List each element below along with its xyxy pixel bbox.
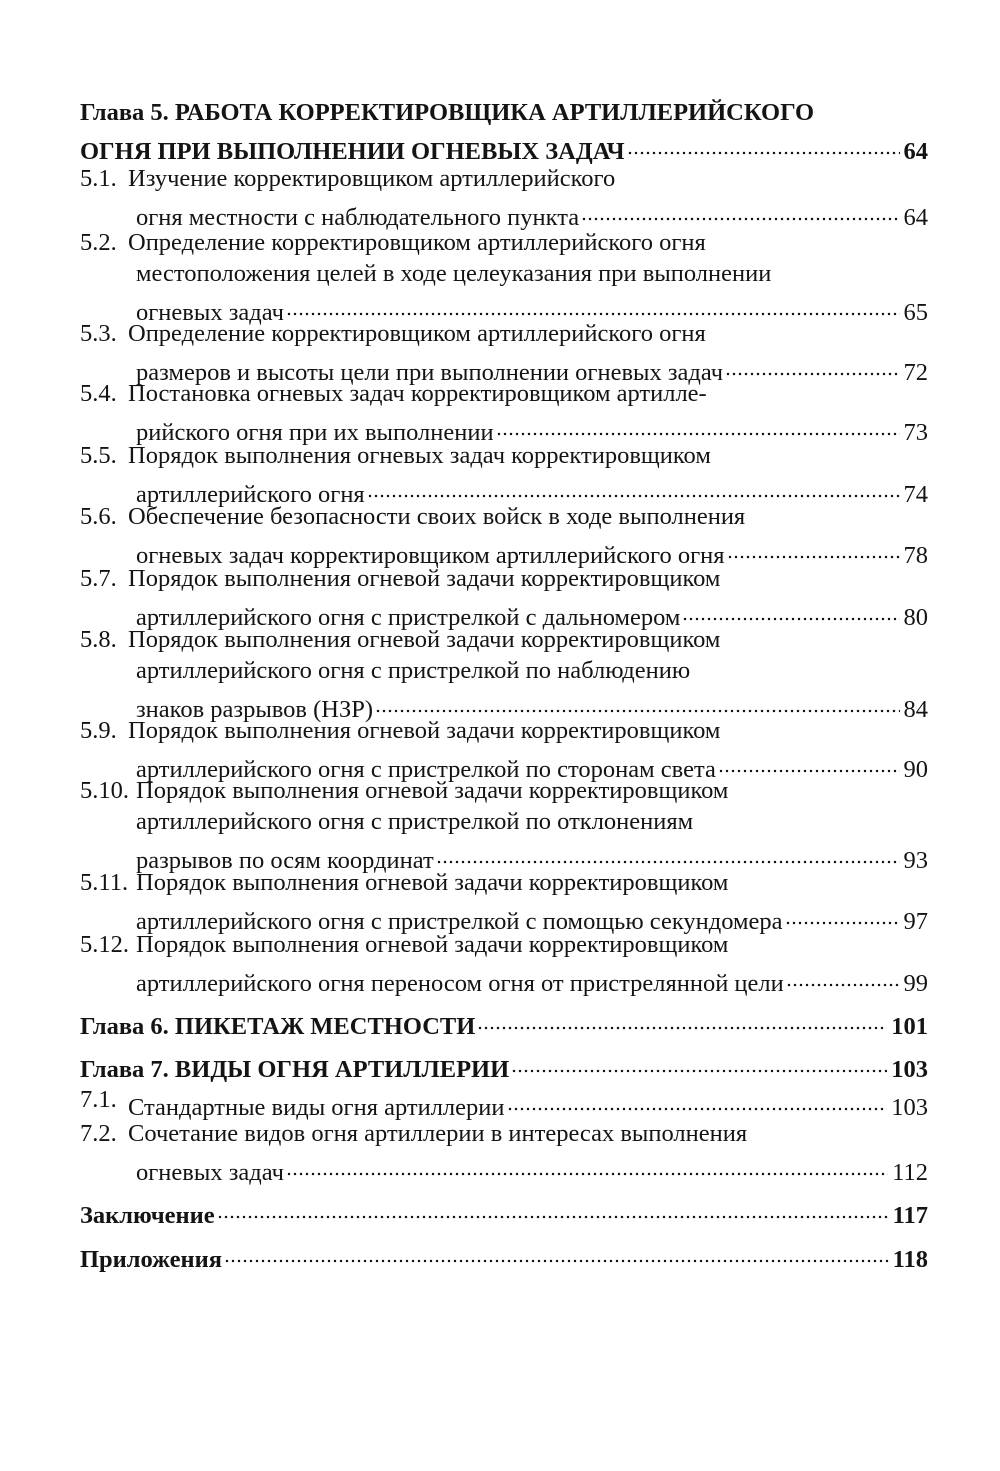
toc-entry-title: Глава 5. РАБОТА КОРРЕКТИРОВЩИКА АРТИЛЛЕРИЙСКОГО bbox=[80, 99, 815, 126]
section-number: 5.1. bbox=[80, 165, 117, 192]
section-number: 5.3. bbox=[80, 320, 117, 347]
toc-entry-title: Заключение bbox=[80, 1202, 215, 1229]
section-number: 5.11. bbox=[80, 869, 129, 896]
toc-entry bbox=[80, 775, 928, 874]
toc-entry-line bbox=[80, 1084, 928, 1121]
toc-entry-title: ОГНЯ ПРИ ВЫПОЛНЕНИИ ОГНЕВЫХ ЗАДАЧ bbox=[80, 138, 625, 165]
page-number: 112 bbox=[892, 1159, 928, 1186]
toc-entry-line bbox=[80, 624, 928, 655]
page-number: 65 bbox=[903, 299, 928, 326]
toc-entry-title: артиллерийского огня bbox=[136, 481, 365, 508]
toc-entry bbox=[80, 318, 928, 386]
toc-entry bbox=[80, 1046, 928, 1083]
toc-entry-line bbox=[80, 471, 928, 508]
section-number: 7.2. bbox=[80, 1120, 117, 1147]
toc-entry-line bbox=[80, 594, 928, 631]
dot-leader bbox=[581, 194, 899, 225]
toc-entry-title: разрывов по осям координат bbox=[136, 847, 434, 874]
toc-entry-line bbox=[80, 227, 928, 258]
page-number: 78 bbox=[903, 542, 928, 569]
section-number: 5.5. bbox=[80, 442, 117, 469]
toc-entry-line bbox=[80, 163, 928, 194]
page-number: 73 bbox=[903, 419, 928, 446]
page-number: 101 bbox=[891, 1013, 928, 1040]
dot-leader bbox=[786, 960, 900, 991]
toc-entry-line bbox=[80, 440, 928, 471]
toc-entry-line bbox=[80, 775, 928, 806]
toc-entry-title: Сочетание видов огня артиллерии в интересах выполнения bbox=[128, 1120, 748, 1147]
toc-entry-line bbox=[80, 128, 928, 165]
toc-entry-line bbox=[80, 1149, 928, 1186]
toc-entry-line bbox=[80, 258, 928, 289]
toc-entry-title: артиллерийского огня с пристрелкой по сторонам света bbox=[136, 756, 716, 783]
toc-entry bbox=[80, 624, 928, 723]
dot-leader bbox=[507, 1084, 888, 1115]
dot-leader bbox=[718, 746, 900, 777]
toc-entry-title: артиллерийского огня с пристрелкой по наблюдению bbox=[136, 657, 691, 684]
page-number: 103 bbox=[891, 1056, 928, 1083]
section-number: 5.9. bbox=[80, 717, 117, 744]
dot-leader bbox=[224, 1236, 889, 1267]
toc-entry-line bbox=[80, 715, 928, 746]
toc-entry bbox=[80, 1192, 928, 1229]
dot-leader bbox=[511, 1046, 887, 1077]
toc-entry-title: Постановка огневых задач корректировщиком артилле- bbox=[128, 380, 707, 407]
toc-entry-title: огневых задач bbox=[136, 1159, 284, 1186]
dot-leader bbox=[725, 349, 899, 380]
page-number: 72 bbox=[903, 359, 928, 386]
page-number: 118 bbox=[892, 1246, 928, 1273]
toc-entry-title: Порядок выполнения огневой задачи корректировщиком bbox=[136, 777, 729, 804]
dot-leader bbox=[785, 898, 900, 929]
section-number: 5.7. bbox=[80, 565, 117, 592]
toc-entry-line bbox=[80, 501, 928, 532]
toc-entry-line bbox=[80, 898, 928, 935]
toc-entry-title: артиллерийского огня с пристрелкой с дальномером bbox=[136, 604, 681, 631]
dot-leader bbox=[286, 289, 900, 320]
toc-entry-title: Обеспечение безопасности своих войск в ходе выполнения bbox=[128, 503, 746, 530]
section-number: 5.2. bbox=[80, 229, 117, 256]
toc-entry-title: артиллерийского огня с пристрелкой по отклонениям bbox=[136, 808, 694, 835]
toc-entry-title: огневых задач корректировщиком артиллерийского огня bbox=[136, 542, 725, 569]
page-number: 117 bbox=[892, 1202, 928, 1229]
toc-entry-line bbox=[80, 929, 928, 960]
dot-leader bbox=[477, 1003, 887, 1034]
page-number: 74 bbox=[903, 481, 928, 508]
page-number: 84 bbox=[903, 696, 928, 723]
toc-entry-title: знаков разрывов (НЗР) bbox=[136, 696, 374, 723]
toc-entry-title: Порядок выполнения огневой задачи корректировщиком bbox=[128, 626, 721, 653]
toc-entry-line bbox=[80, 867, 928, 898]
dot-leader bbox=[496, 409, 900, 440]
section-number: 5.6. bbox=[80, 503, 117, 530]
toc-entry-line bbox=[80, 378, 928, 409]
toc-entry-line bbox=[80, 1003, 928, 1040]
toc-entry-title: Определение корректировщиком артиллерийского огня bbox=[128, 229, 706, 256]
toc-entry-line bbox=[80, 349, 928, 386]
toc-entry-title: Приложения bbox=[80, 1246, 222, 1273]
dot-leader bbox=[627, 128, 900, 159]
toc-entry-line bbox=[80, 1236, 928, 1273]
toc-entry bbox=[80, 1084, 928, 1121]
toc-entry-line bbox=[80, 686, 928, 723]
page-number: 93 bbox=[903, 847, 928, 874]
toc-entry bbox=[80, 929, 928, 997]
page-number: 99 bbox=[903, 970, 928, 997]
toc-entry-title: Порядок выполнения огневой задачи корректировщиком bbox=[136, 869, 729, 896]
section-number: 7.1. bbox=[80, 1086, 117, 1113]
dot-leader bbox=[436, 837, 900, 868]
toc-entry-line bbox=[80, 1118, 928, 1149]
page-number: 90 bbox=[903, 756, 928, 783]
toc-entry-title: Порядок выполнения огневой задачи корректировщиком bbox=[136, 931, 729, 958]
page-number: 103 bbox=[891, 1094, 928, 1121]
toc-entry bbox=[80, 1236, 928, 1273]
toc-entry-line bbox=[80, 318, 928, 349]
toc-entry bbox=[80, 227, 928, 326]
section-number: 5.10. bbox=[80, 777, 129, 804]
toc-entry-line bbox=[80, 806, 928, 837]
page-number: 64 bbox=[903, 204, 928, 231]
toc-entry bbox=[80, 1118, 928, 1186]
toc-entry bbox=[80, 501, 928, 569]
toc-entry-line bbox=[80, 1046, 928, 1083]
toc-entry bbox=[80, 563, 928, 631]
toc-entry bbox=[80, 715, 928, 783]
toc-entry-title: огневых задач bbox=[136, 299, 284, 326]
dot-leader bbox=[375, 686, 899, 717]
dot-leader bbox=[682, 594, 899, 625]
dot-leader bbox=[727, 532, 900, 563]
toc-entry-line bbox=[80, 563, 928, 594]
toc-entry bbox=[80, 1003, 928, 1040]
toc-entry bbox=[80, 378, 928, 446]
page-number: 64 bbox=[903, 138, 928, 165]
toc-entry-line bbox=[80, 655, 928, 686]
toc-entry bbox=[80, 163, 928, 231]
page-number: 97 bbox=[903, 908, 928, 935]
section-number: 5.12. bbox=[80, 931, 129, 958]
toc-entry-title: Изучение корректировщиком артиллерийского bbox=[128, 165, 616, 192]
toc-entry-title: Глава 7. ВИДЫ ОГНЯ АРТИЛЛЕРИИ bbox=[80, 1056, 510, 1083]
toc-entry-title: огня местности с наблюдательного пункта bbox=[136, 204, 580, 231]
toc-entry-title: Определение корректировщиком артиллерийского огня bbox=[128, 320, 706, 347]
toc-entry-title: артиллерийского огня переносом огня от пристрелянной цели bbox=[136, 970, 784, 997]
toc-entry-title: местоположения целей в ходе целеуказания при выполнении bbox=[136, 260, 772, 287]
dot-leader bbox=[367, 471, 900, 502]
section-number: 5.8. bbox=[80, 626, 117, 653]
toc-entry-line bbox=[80, 97, 928, 128]
section-number: 5.4. bbox=[80, 380, 117, 407]
toc-entry-title: Порядок выполнения огневой задачи корректировщиком bbox=[128, 565, 721, 592]
toc-entry-line bbox=[80, 837, 928, 874]
toc-entry-title: Стандартные виды огня артиллерии bbox=[128, 1094, 505, 1121]
toc-entry-title: Порядок выполнения огневой задачи корректировщиком bbox=[128, 717, 721, 744]
dot-leader bbox=[217, 1192, 889, 1223]
page-number: 80 bbox=[903, 604, 928, 631]
toc-entry-title: артиллерийского огня с пристрелкой с помощью секундомера bbox=[136, 908, 783, 935]
toc-entry bbox=[80, 97, 928, 165]
toc-entry-title: Порядок выполнения огневых задач корректировщиком bbox=[128, 442, 711, 469]
toc-entry-line bbox=[80, 409, 928, 446]
toc-entry-title: размеров и высоты цели при выполнении огневых задач bbox=[136, 359, 724, 386]
toc-entry-line bbox=[80, 289, 928, 326]
toc-entry-line bbox=[80, 532, 928, 569]
toc-entry bbox=[80, 867, 928, 935]
toc-entry bbox=[80, 440, 928, 508]
toc-entry-title: рийского огня при их выполнении bbox=[136, 419, 494, 446]
toc-entry-title: Глава 6. ПИКЕТАЖ МЕСТНОСТИ bbox=[80, 1013, 476, 1040]
toc-entry-line bbox=[80, 1192, 928, 1229]
dot-leader bbox=[286, 1149, 888, 1180]
toc-entry-line bbox=[80, 194, 928, 231]
toc-entry-line bbox=[80, 960, 928, 997]
toc-entry-line bbox=[80, 746, 928, 783]
